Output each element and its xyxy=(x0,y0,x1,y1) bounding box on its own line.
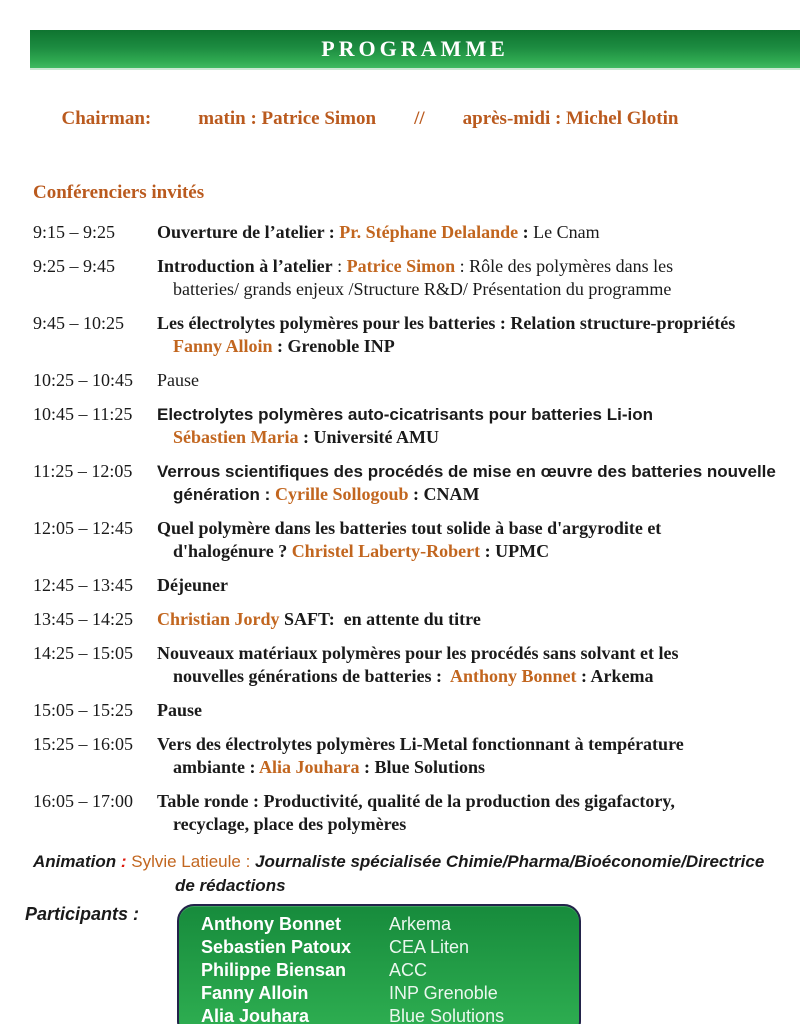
chairman-afternoon: après-midi : Michel Glotin xyxy=(462,108,679,129)
entry-content xyxy=(157,790,802,836)
text-segment: Alia Jouhara xyxy=(259,757,360,777)
text-segment: : UPMC xyxy=(480,541,550,561)
schedule-list xyxy=(33,221,802,836)
schedule-entry xyxy=(33,369,802,392)
text-line xyxy=(157,278,802,301)
participant-name: Alia Jouhara xyxy=(201,1006,310,1024)
entry-time: 11:25 – 12:05 xyxy=(33,461,133,481)
entry-time: 15:05 – 15:25 xyxy=(33,700,134,720)
entry-time: 9:25 – 9:45 xyxy=(33,256,116,276)
schedule-entry xyxy=(33,221,802,244)
schedule-entry xyxy=(33,255,802,301)
participant-org: Blue Solutions xyxy=(389,1006,505,1024)
participant-row xyxy=(201,1005,563,1024)
entry-content xyxy=(157,369,802,392)
entry-time: 15:25 – 16:05 xyxy=(33,734,134,754)
text-segment: Ouverture de l’atelier : xyxy=(157,222,340,242)
text-segment: Le Cnam xyxy=(533,222,600,242)
page-title: PROGRAMME xyxy=(321,36,509,61)
text-segment: Sylvie Latieule xyxy=(131,852,241,871)
text-line xyxy=(157,540,802,563)
text-line xyxy=(33,850,802,874)
schedule-entry xyxy=(33,312,802,358)
page-content xyxy=(25,86,802,1024)
participant-org: Arkema xyxy=(389,914,452,934)
text-segment: Patrice Simon xyxy=(346,256,456,276)
text-segment: de rédactions xyxy=(175,876,286,895)
text-segment: Verrous scientifiques des procédés de mise en œuvre des batteries nouvelle xyxy=(157,462,776,481)
section-title: Conférenciers invités xyxy=(33,182,205,203)
entry-time: 13:45 – 14:25 xyxy=(33,609,134,629)
text-segment: Vers des électrolytes polymères Li-Metal fonctionnant à température xyxy=(157,734,684,754)
text-segment: : xyxy=(332,256,347,276)
animation-block xyxy=(33,850,802,898)
participants-label: Participants : xyxy=(25,904,140,924)
text-segment: Pause xyxy=(157,370,199,390)
text-segment: Les électrolytes polymères pour les batteries : Relation structure-propriétés xyxy=(157,313,736,333)
text-segment: Pause xyxy=(157,700,202,720)
entry-content xyxy=(157,608,802,631)
text-segment: Journaliste spécialisée Chimie/Pharma/Bioéconomie/Directrice xyxy=(255,852,765,871)
schedule-entry xyxy=(33,403,802,449)
text-segment: : Grenoble INP xyxy=(272,336,395,356)
participants-section xyxy=(25,904,802,1024)
participant-row xyxy=(201,959,563,982)
entry-content xyxy=(157,312,802,358)
text-segment: SAFT: en attente du titre xyxy=(279,609,481,629)
text-segment: Anthony Bonnet xyxy=(449,666,577,686)
schedule-entry xyxy=(33,460,802,506)
participant-org: ACC xyxy=(389,960,428,980)
text-line xyxy=(157,642,802,665)
text-segment: Animation xyxy=(33,852,121,871)
text-segment: recyclage, place des polymères xyxy=(173,814,407,834)
participant-org: CEA Liten xyxy=(389,937,470,957)
text-segment: : Blue Solutions xyxy=(359,757,486,777)
entry-content xyxy=(157,460,802,506)
text-line xyxy=(33,874,802,898)
text-segment: : xyxy=(240,852,256,871)
text-segment: : xyxy=(518,222,534,242)
entry-time: 12:45 – 13:45 xyxy=(33,575,134,595)
text-segment: : Université AMU xyxy=(298,427,439,447)
entry-time: 14:25 – 15:05 xyxy=(33,643,134,663)
text-line xyxy=(157,813,802,836)
text-line xyxy=(157,335,802,358)
entry-content xyxy=(157,642,802,688)
text-segment: Nouveaux matériaux polymères pour les procédés sans solvant et les xyxy=(157,643,679,663)
text-segment: Sébastien Maria xyxy=(173,427,299,447)
participant-row xyxy=(201,936,563,959)
participant-org: INP Grenoble xyxy=(389,983,498,1003)
text-line xyxy=(157,403,802,426)
text-line xyxy=(157,460,802,483)
entry-time: 10:25 – 10:45 xyxy=(33,370,134,390)
text-line xyxy=(157,221,802,244)
entry-content xyxy=(157,255,802,301)
text-segment: nouvelles générations de batteries : xyxy=(173,666,450,686)
participant-name: Philippe Biensan xyxy=(201,960,347,980)
text-line xyxy=(157,699,802,722)
entry-time: 9:45 – 10:25 xyxy=(33,313,125,333)
participant-name: Anthony Bonnet xyxy=(201,914,341,934)
participant-row xyxy=(201,913,563,936)
text-segment: : Arkema xyxy=(576,666,654,686)
text-segment: Table ronde : Productivité, qualité de la production des gigafactory, xyxy=(157,791,675,811)
text-segment: ambiante : xyxy=(173,757,260,777)
text-segment: Quel polymère dans les batteries tout solide à base d'argyrodite et xyxy=(157,518,662,538)
text-segment: Fanny Alloin xyxy=(173,336,273,356)
entry-content xyxy=(157,699,802,722)
schedule-entry xyxy=(33,699,802,722)
text-line xyxy=(157,369,802,392)
participant-name: Fanny Alloin xyxy=(201,983,309,1003)
entry-content xyxy=(157,574,802,597)
schedule-entry xyxy=(33,574,802,597)
text-line xyxy=(157,790,802,813)
text-line xyxy=(157,665,802,688)
schedule-entry xyxy=(33,517,802,563)
text-line xyxy=(157,733,802,756)
chairman-line xyxy=(33,86,802,152)
text-line xyxy=(157,517,802,540)
participant-row xyxy=(201,982,563,1005)
chairman-separator: // xyxy=(414,108,425,129)
text-line xyxy=(157,483,802,506)
entry-content xyxy=(157,221,802,244)
text-segment: : Rôle des polymères dans les xyxy=(455,256,674,276)
text-line xyxy=(157,312,802,335)
participant-name: Sebastien Patoux xyxy=(201,937,352,957)
text-segment: Electrolytes polymères auto-cicatrisants pour batteries Li-ion xyxy=(157,405,653,424)
schedule-entry xyxy=(33,790,802,836)
text-segment: : xyxy=(120,852,132,871)
entry-time: 16:05 – 17:00 xyxy=(33,791,134,811)
text-segment: Déjeuner xyxy=(157,575,228,595)
text-line xyxy=(157,574,802,597)
entry-time: 12:05 – 12:45 xyxy=(33,518,134,538)
entry-content xyxy=(157,733,802,779)
text-line xyxy=(157,255,802,278)
text-segment: Pr. Stéphane Delalande xyxy=(339,222,519,242)
chairman-label: Chairman: xyxy=(61,108,152,129)
title-bar xyxy=(30,30,800,70)
schedule-entry xyxy=(33,733,802,779)
schedule-entry xyxy=(33,608,802,631)
text-segment: Cyrille Sollogoub xyxy=(275,484,409,504)
text-segment: d'halogénure ? xyxy=(173,541,292,561)
chairman-morning: matin : Patrice Simon xyxy=(198,108,377,129)
text-line xyxy=(157,608,802,631)
entry-content xyxy=(157,517,802,563)
schedule-entry xyxy=(33,642,802,688)
participants-box xyxy=(177,904,581,1024)
entry-time: 9:15 – 9:25 xyxy=(33,222,116,242)
entry-time: 10:45 – 11:25 xyxy=(33,404,133,424)
entry-content xyxy=(157,403,802,449)
text-line xyxy=(157,426,802,449)
text-line xyxy=(157,756,802,779)
text-segment: Christian Jordy xyxy=(157,609,280,629)
text-segment: Christel Laberty-Robert xyxy=(291,541,481,561)
text-segment: batteries/ grands enjeux /Structure R&D/ Présentation du programme xyxy=(173,279,672,299)
text-segment: Introduction à l’atelier xyxy=(157,256,333,276)
text-segment: génération : xyxy=(173,485,276,504)
text-segment: : CNAM xyxy=(408,484,480,504)
